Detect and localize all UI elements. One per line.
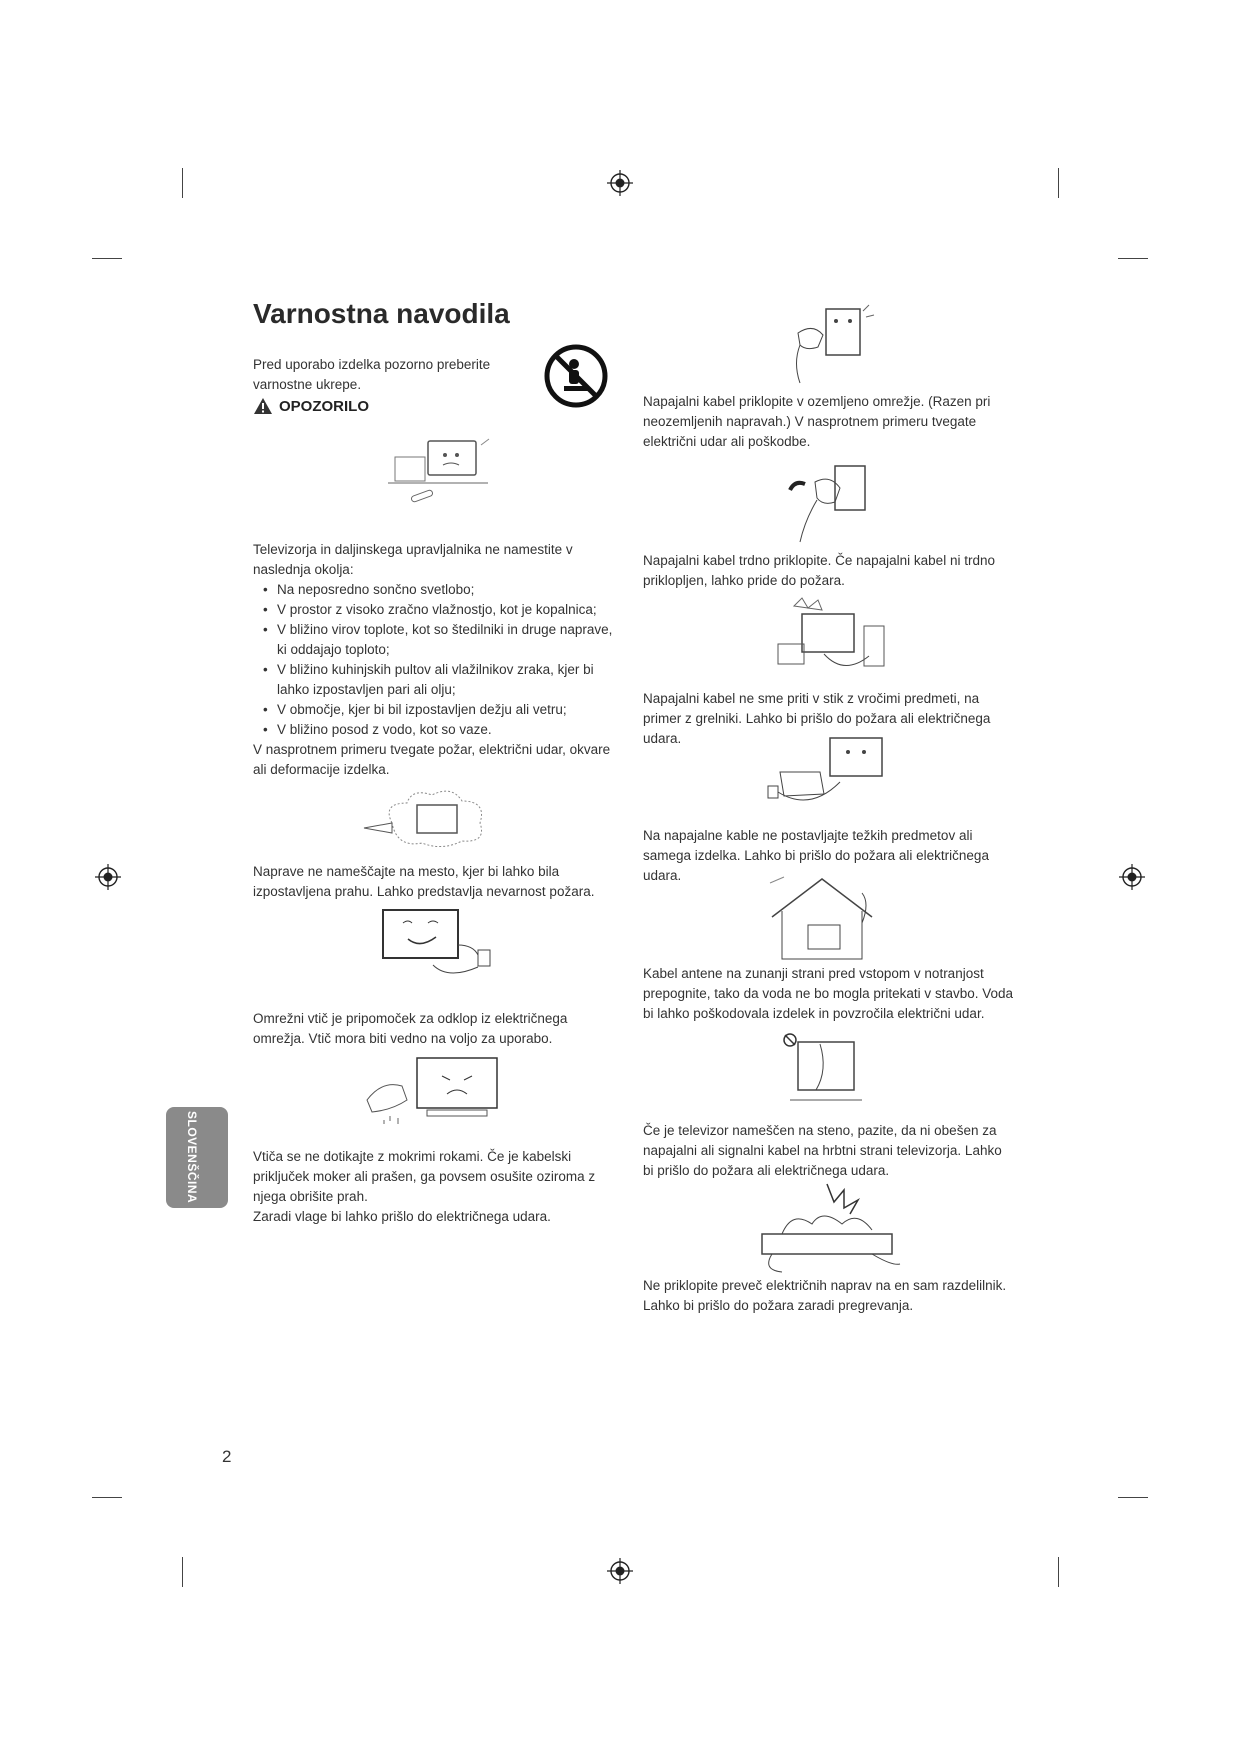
page-number: 2 — [222, 1447, 232, 1466]
crop-mark — [1118, 258, 1148, 259]
tv-sun-illustration — [383, 435, 493, 515]
list-item: • V območje, kjer bi bil izpostavljen dežju ali vetru; — [253, 700, 623, 720]
page-title: Varnostna navodila — [253, 298, 510, 329]
registration-mark-icon — [95, 864, 121, 890]
plug-access-text: Omrežni vtič je pripomoček za odklop iz električnega omrežja. Vtič mora biti vedno na voljo za uporabo. — [253, 1011, 568, 1046]
crop-mark — [182, 168, 183, 198]
overload-text: Ne priklopite preveč električnih naprav na en sam razdelilnik. Lahko bi prišlo do požara zaradi pregrevanja. — [643, 1278, 1007, 1313]
grounded-text: Napajalni kabel priklopite v ozemljeno omrežje. (Razen pri neozemljenih napravah.) V nasprotnem primeru tvegate električni udar ali poškodbe. — [643, 394, 991, 449]
crop-mark — [1118, 1497, 1148, 1498]
antenna-house-illustration — [762, 873, 882, 961]
warning-heading — [253, 397, 369, 415]
language-label: SLOVENŠČINA — [185, 1111, 199, 1204]
wet-hands-text: Vtiča se ne dotikajte z mokrimi rokami. Če je kabelski priključek moker ali prašen, ga povsem osušite oziroma z njega obrišite prah. Zaradi vlage bi lahko prišlo do električnega udara. — [253, 1149, 596, 1224]
warning-triangle-icon — [253, 397, 273, 415]
power-strip-illustration — [752, 1180, 902, 1274]
language-tab — [166, 1107, 228, 1208]
dust-illustration — [362, 783, 497, 853]
firm-plug-text: Napajalni kabel trdno priklopite. Če napajalni kabel ni trdno priklopljen, lahko pride do požara. — [643, 553, 995, 588]
heater-text: Napajalni kabel ne sme priti v stik z vročimi predmeti, na primer z grelniki. Lahko bi prišlo do požara ali električnega udara. — [643, 691, 991, 746]
list-item: • Na neposredno sončno svetlobo; — [253, 580, 623, 600]
list-item: • V bližino kuhinjskih pultov ali vlažilnikov zraka, kjer bi lahko izpostavljen pari ali olju; — [253, 660, 623, 700]
wall-mount-text: Če je televizor nameščen na steno, pazite, da ni obešen za napajalni ali signalni kabel na hrbtni strani televizorja. Lahko bi prišlo do požara ali električnega udara. — [643, 1123, 1002, 1178]
crop-mark — [1058, 1557, 1059, 1587]
environment-intro: Televizorja in daljinskega upravljalnika ne namestite v naslednja okolja: — [253, 542, 573, 577]
registration-mark-icon — [607, 1558, 633, 1584]
crop-mark — [182, 1557, 183, 1587]
registration-mark-icon — [607, 170, 633, 196]
registration-mark-icon — [1119, 864, 1145, 890]
warning-label: OPOZORILO — [279, 397, 369, 415]
list-item: • V prostor z visoko zračno vlažnostjo, kot je kopalnica; — [253, 600, 623, 620]
wet-hands-illustration — [362, 1050, 507, 1130]
crop-mark — [1058, 168, 1059, 198]
list-item: • V bližino posod z vodo, kot so vaze. — [253, 720, 623, 740]
environment-consequence: V nasprotnem primeru tvegate požar, električni udar, okvare ali deformacije izdelka. — [253, 742, 611, 777]
environment-section — [253, 540, 623, 780]
firm-plug-illustration — [785, 460, 875, 544]
grounded-plug-illustration — [778, 303, 878, 385]
heavy-object-text: Na napajalne kable ne postavljajte težkih predmetov ali samega izdelka. Lahko bi prišlo do požara ali električnega udara. — [643, 828, 989, 883]
crop-mark — [92, 1497, 122, 1498]
heater-illustration — [764, 596, 894, 681]
no-children-icon — [544, 344, 608, 408]
intro-text: Pred uporabo izdelka pozorno preberite varnostne ukrepe. — [253, 357, 491, 392]
crop-mark — [92, 258, 122, 259]
dust-text: Naprave ne nameščajte na mesto, kjer bi lahko bila izpostavljena prahu. Lahko predstavlja nevarnost požara. — [253, 864, 595, 899]
list-item: • V bližino virov toplote, kot so štedilniki in druge naprave, ki oddajajo toploto; — [253, 620, 623, 660]
antenna-text: Kabel antene na zunanji strani pred vstopom v notranjost prepognite, tako da voda ne bo mogla pritekati v stavbo. Voda bi lahko poškodovala izdelek in povzročila električni udar. — [643, 966, 1013, 1021]
wall-mount-illustration — [780, 1030, 870, 1112]
tv-plug-access-illustration — [378, 905, 508, 985]
environment-list — [253, 580, 623, 740]
